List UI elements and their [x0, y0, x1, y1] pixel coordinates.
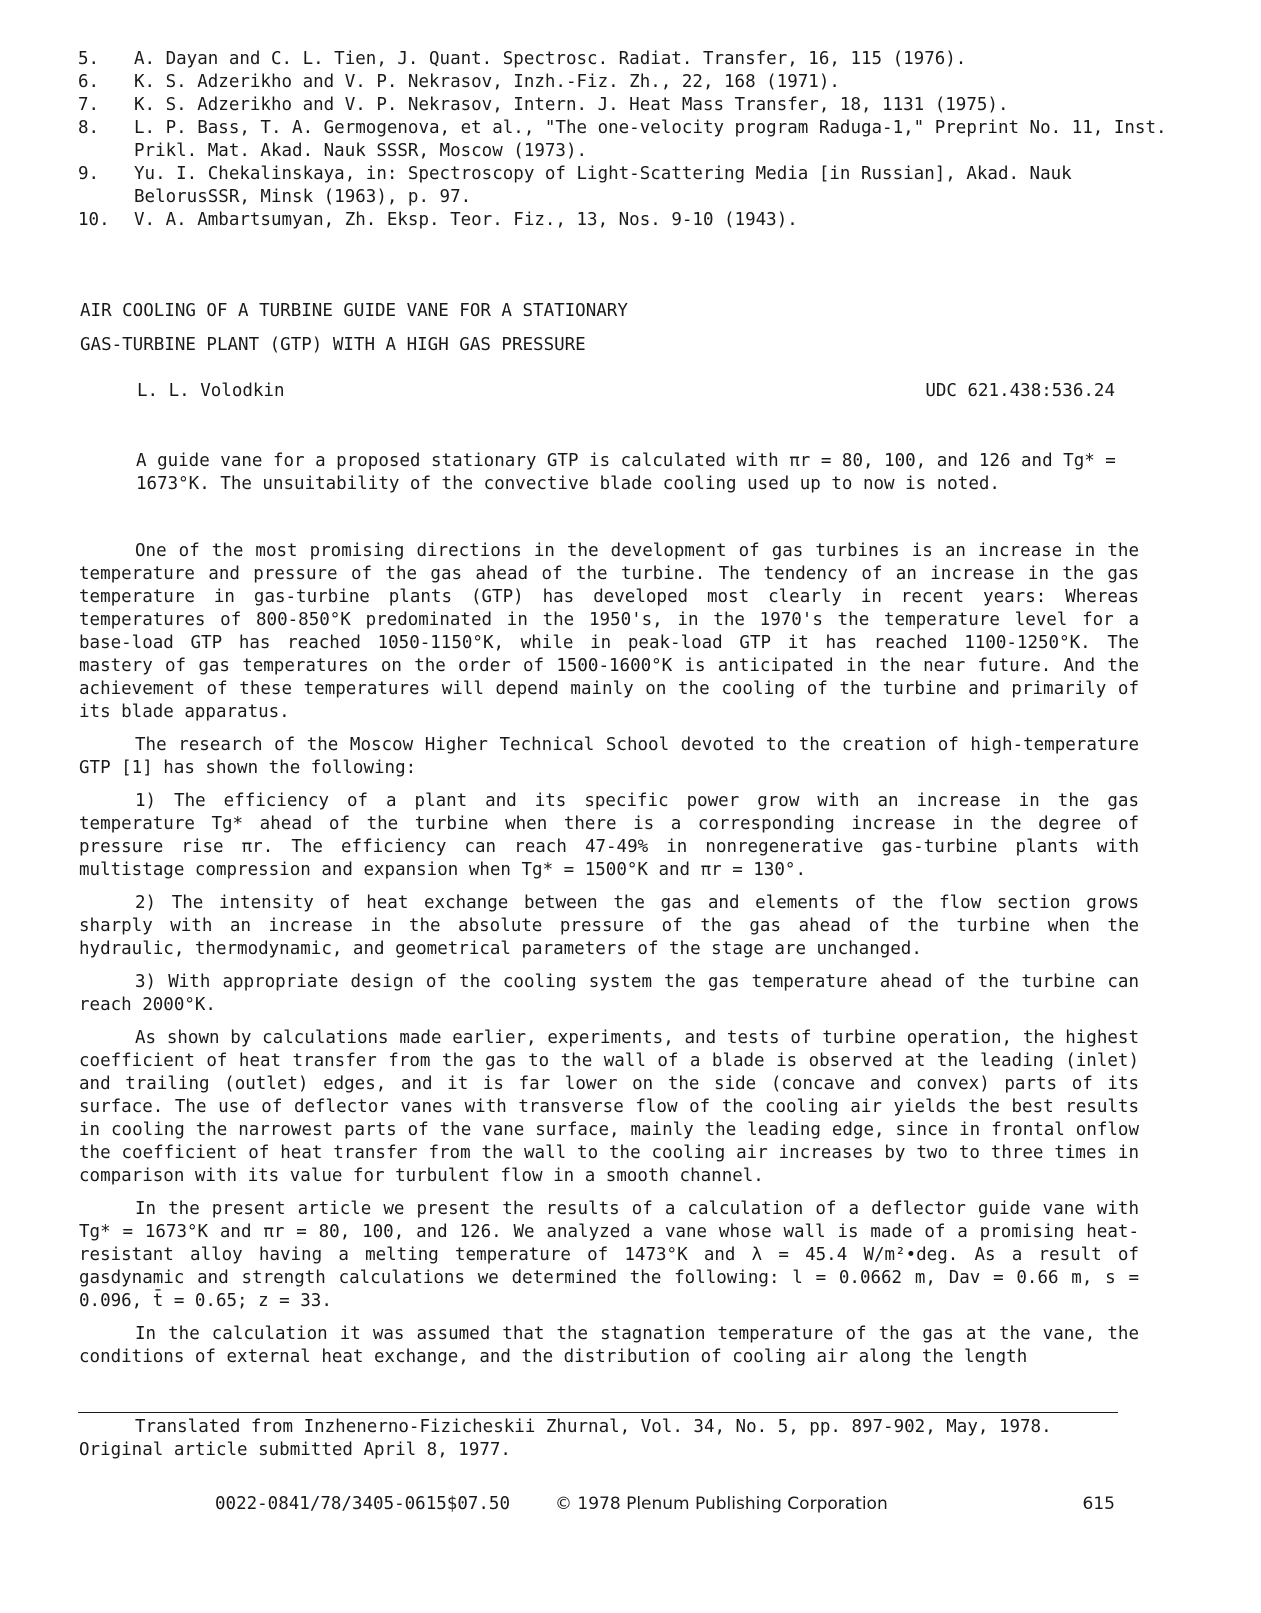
publication-code: 0022-0841/78/3405-0615$07.50 — [215, 1494, 511, 1514]
footnote-divider — [78, 1412, 1118, 1413]
reference-number: 10. — [78, 210, 110, 230]
title-line: AIR COOLING OF A TURBINE GUIDE VANE FOR A STATIONARY — [80, 301, 628, 321]
translation-footnote — [79, 1416, 1139, 1462]
reference-item — [78, 94, 1178, 117]
reference-item — [78, 48, 1178, 71]
reference-item — [78, 209, 1178, 232]
reference-number: 6. — [78, 72, 100, 92]
article-body — [79, 540, 1139, 1379]
body-paragraph: 1) The efficiency of a plant and its specific power grow with an increase in the gas temperature Tg* ahead of the turbine when there is a corresponding increase in the degree of pressure rise πr. The efficiency can reach 47-49% in nonregenerative gas-turbine plants with multistage compression and expansion when Tg* = 1500°K and πr = 130°. — [79, 791, 1139, 880]
author-line — [137, 380, 1115, 403]
footnote-line: Original article submitted April 8, 1977. — [79, 1440, 511, 1460]
page-number: 615 — [1082, 1494, 1115, 1514]
reference-number: 8. — [78, 118, 100, 138]
reference-item — [78, 71, 1178, 94]
reference-text: A. Dayan and C. L. Tien, J. Quant. Spectrosc. Radiat. Transfer, 16, 115 (1976). — [134, 49, 967, 69]
reference-item — [78, 163, 1178, 209]
body-paragraph: In the calculation it was assumed that the stagnation temperature of the gas at the vane, the conditions of external heat exchange, and the distribution of cooling air along the length — [79, 1324, 1139, 1367]
copyright: © 1978 Plenum Publishing Corporation — [555, 1494, 888, 1514]
body-paragraph: 2) The intensity of heat exchange between the gas and elements of the flow section grows sharply with an increase in the absolute pressure of the gas ahead of the turbine when the hydraulic, thermodynamic, and geometrical parameters of the stage are unchanged. — [79, 893, 1139, 959]
footnote-line: Translated from Inzhenerno-Fizicheskii Zhurnal, Vol. 34, No. 5, pp. 897-902, May, 1978. — [135, 1417, 1052, 1437]
reference-number: 5. — [78, 49, 100, 69]
reference-text: L. P. Bass, T. A. Germogenova, et al., "The one-velocity program Raduga-1," Preprint No. 11, Inst. Prikl. Mat. Akad. Nauk SSSR, Moscow (1973). — [134, 118, 1167, 161]
body-paragraph: 3) With appropriate design of the cooling system the gas temperature ahead of the turbine can reach 2000°K. — [79, 972, 1139, 1015]
body-paragraph: One of the most promising directions in the development of gas turbines is an increase in the temperature and pressure of the gas ahead of the turbine. The tendency of an increase in the gas temperature in gas-turbine plants (GTP) has developed most clearly in recent years: Whereas temperatures of 800-850°K predominated in the 1950's, in the 1970's the temperature level for a base-load GTP has reached 1050-1150°K, while in peak-load GTP it has reached 1100-1250°K. The mastery of gas temperatures on the order of 1500-1600°K is anticipated in the near future. And the achievement of these temperatures will depend mainly on the cooling of the turbine and primarily of its blade apparatus. — [79, 541, 1139, 722]
reference-number: 9. — [78, 164, 100, 184]
body-paragraph: In the present article we present the results of a calculation of a deflector guide vane with Tg* = 1673°K and πr = 80, 100, and 126. We analyzed a vane whose wall is made of a promising heat-resistant alloy having a melting temperature of 1473°K and λ = 45.4 W/m²•deg. As a result of gasdynamic and strength calculations we determined the following: l = 0.0662 m, Dav = 0.66 m, s = 0.096, t̄ = 0.65; z = 33. — [79, 1199, 1139, 1311]
reference-text: K. S. Adzerikho and V. P. Nekrasov, Intern. J. Heat Mass Transfer, 18, 1131 (1975). — [134, 95, 1009, 115]
reference-text: V. A. Ambartsumyan, Zh. Eksp. Teor. Fiz., 13, Nos. 9-10 (1943). — [134, 210, 798, 230]
reference-text: K. S. Adzerikho and V. P. Nekrasov, Inzh.-Fiz. Zh., 22, 168 (1971). — [134, 72, 840, 92]
body-paragraph: The research of the Moscow Higher Technical School devoted to the creation of high-temperature GTP [1] has shown the following: — [79, 735, 1139, 778]
udc-code: UDC 621.438:536.24 — [925, 381, 1115, 401]
abstract: A guide vane for a proposed stationary GTP is calculated with πr = 80, 100, and 126 and Tg* = 1673°K. The unsuitability of the convective blade cooling used up to now is noted. — [136, 451, 1116, 494]
title-line: GAS-TURBINE PLANT (GTP) WITH A HIGH GAS PRESSURE — [80, 335, 586, 355]
article-title — [80, 300, 628, 368]
reference-item — [78, 117, 1178, 163]
page-footer — [215, 1493, 1115, 1516]
body-paragraph: As shown by calculations made earlier, experiments, and tests of turbine operation, the highest coefficient of heat transfer from the gas to the wall of a blade is observed at the leading (inlet) and trailing (outlet) edges, and it is far lower on the side (concave and convex) parts of its surface. The use of deflector vanes with transverse flow of the cooling air yields the best results in cooling the narrowest parts of the vane surface, mainly the leading edge, since in frontal onflow the coefficient of heat transfer from the wall to the cooling air increases by two to three times in comparison with its value for turbulent flow in a smooth channel. — [79, 1028, 1139, 1186]
author-name: L. L. Volodkin — [137, 381, 285, 401]
reference-text: Yu. I. Chekalinskaya, in: Spectroscopy of Light-Scattering Media [in Russian], Akad. Nauk BelorusSSR, Minsk (1963), p. 97. — [134, 164, 1072, 207]
reference-list — [78, 48, 1178, 232]
reference-number: 7. — [78, 95, 100, 115]
